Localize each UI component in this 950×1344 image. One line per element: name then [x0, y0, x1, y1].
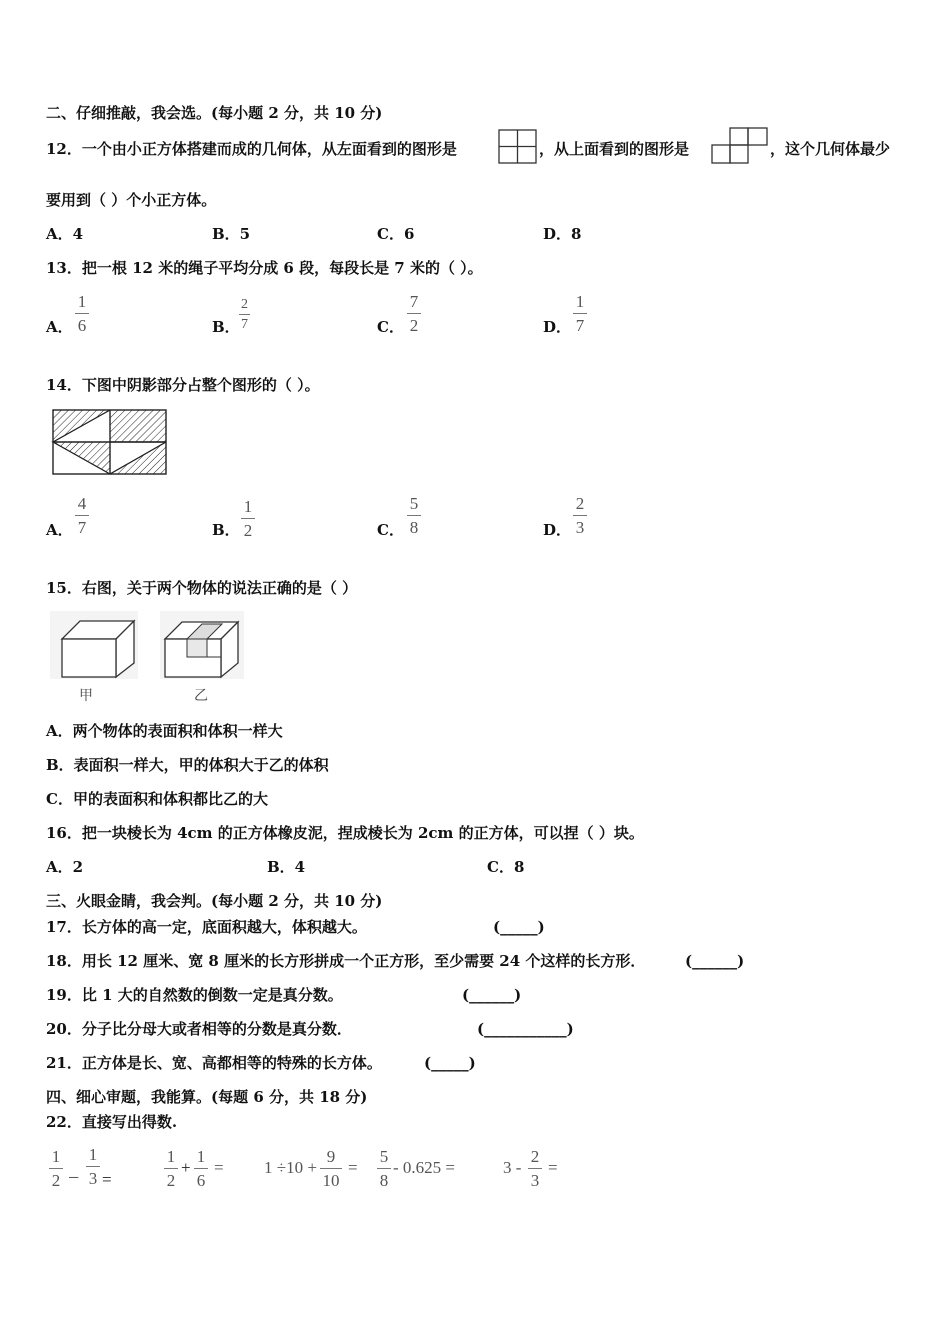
expr1-fraction-1: 1 2 — [49, 1147, 63, 1190]
q16-option-c: C．8 — [487, 858, 525, 876]
q13-option-a-label: A． — [46, 318, 73, 336]
q14-option-c-label: C． — [377, 521, 404, 539]
q19-text: 19．比 1 大的自然数的倒数一定是真分数。 — [46, 986, 343, 1004]
q13-option-b-fraction: 2 7 — [241, 297, 248, 332]
expr1-operator: − — [68, 1167, 80, 1189]
top-view-figure — [711, 127, 769, 165]
expr5-equals: = — [548, 1158, 558, 1177]
expr5-fraction: 2 3 — [528, 1147, 542, 1190]
q15-text: 15．右图，关于两个物体的说法正确的是（ ） — [46, 579, 358, 597]
expr4-fraction: 5 8 — [377, 1147, 391, 1190]
expr1-equals: = — [102, 1170, 112, 1189]
q12-option-b: B．5 — [212, 225, 251, 243]
expr3-equals: = — [348, 1158, 358, 1177]
q15-option-c: C．甲的表面积和体积都比乙的大 — [46, 790, 268, 808]
q21-answer-blank[interactable]: (_____) — [424, 1054, 476, 1072]
expr2-fraction-2: 1 6 — [194, 1147, 208, 1190]
q19-answer-blank[interactable]: (______) — [462, 986, 522, 1004]
q20-text: 20．分子比分母大或者相等的分数是真分数． — [46, 1020, 352, 1038]
q13-option-b-label: B． — [212, 318, 240, 336]
q18-text: 18．用长 12 厘米、宽 8 厘米的长方形拼成一个正方形，至少需要 24 个这样的长方形． — [46, 952, 646, 970]
q21-text: 21．正方体是长、宽、高都相等的特殊的长方体。 — [46, 1054, 382, 1072]
q14-option-d-fraction: 2 3 — [573, 494, 587, 537]
q12-text-part1: 12．一个由小正方体搭建而成的几何体，从左面看到的图形是 — [46, 140, 457, 158]
section3-heading: 三、火眼金睛，我会判。(每小题 2 分，共 10 分) — [46, 892, 383, 910]
q13-option-a-fraction: 1 6 — [75, 292, 89, 335]
q17-text: 17．长方体的高一定，底面积越大，体积越大。 — [46, 918, 367, 936]
section2-heading: 二、仔细推敲，我会选。(每小题 2 分，共 10 分) — [46, 104, 383, 122]
q14-option-c-fraction: 5 8 — [407, 494, 421, 537]
q14-option-b-label: B． — [212, 521, 240, 539]
figure-label-jia: 甲 — [79, 688, 93, 704]
left-view-figure — [498, 129, 538, 165]
q16-option-a: A．2 — [46, 858, 84, 876]
q12-text-line2: 要用到（ ）个小正方体。 — [46, 191, 217, 209]
q14-option-d-label: D． — [543, 521, 572, 539]
q13-option-c-fraction: 7 2 — [407, 292, 421, 335]
expr3-prefix: 1 ÷10 + — [264, 1158, 317, 1177]
expr2-fraction-1: 1 2 — [164, 1147, 178, 1190]
expr5-prefix: 3 - — [503, 1158, 522, 1177]
q12-text-part3: ，这个几何体最少 — [770, 140, 891, 158]
q15-option-a: A．两个物体的表面积和体积一样大 — [46, 722, 283, 740]
q13-text: 13．把一根 12 米的绳子平均分成 6 段，每段长是 7 米的（ ）。 — [46, 259, 483, 277]
expr3-fraction: 9 10 — [320, 1147, 342, 1190]
shaded-figure — [50, 407, 170, 477]
q20-answer-blank[interactable]: (___________) — [477, 1020, 574, 1038]
q14-option-a-fraction: 4 7 — [75, 494, 89, 537]
q16-option-b: B．4 — [267, 858, 306, 876]
expr4-suffix: - 0.625 = — [393, 1158, 455, 1177]
notched-cube-figure — [160, 611, 246, 681]
q13-option-c-label: C． — [377, 318, 404, 336]
q22-text: 22．直接写出得数. — [46, 1113, 178, 1131]
figure-label-yi: 乙 — [194, 688, 208, 704]
q14-option-a-label: A． — [46, 521, 73, 539]
solid-cube-figure — [50, 611, 140, 681]
expr2-equals: = — [214, 1158, 224, 1177]
q12-option-c: C．6 — [377, 225, 415, 243]
q12-text-part2: ，从上面看到的图形是 — [539, 140, 690, 158]
q13-option-d-label: D． — [543, 318, 572, 336]
q14-option-b-fraction: 1 2 — [241, 497, 255, 540]
expr2-operator: + — [181, 1158, 191, 1177]
q15-option-b: B．表面积一样大，甲的体积大于乙的体积 — [46, 756, 329, 774]
q12-option-d: D．8 — [543, 225, 582, 243]
q18-answer-blank[interactable]: (______) — [685, 952, 745, 970]
q13-option-d-fraction: 1 7 — [573, 292, 587, 335]
q12-option-a: A．4 — [46, 225, 84, 243]
q16-text: 16．把一块棱长为 4cm 的正方体橡皮泥，捏成棱长为 2cm 的正方体，可以捏（ ）块。 — [46, 824, 644, 842]
q14-text: 14．下图中阴影部分占整个图形的（ ）。 — [46, 376, 320, 394]
expr1-fraction-2: 1 3 — [86, 1145, 100, 1188]
q17-answer-blank[interactable]: (_____) — [493, 918, 545, 936]
section4-heading: 四、细心审题，我能算。(每题 6 分，共 18 分) — [46, 1088, 368, 1106]
